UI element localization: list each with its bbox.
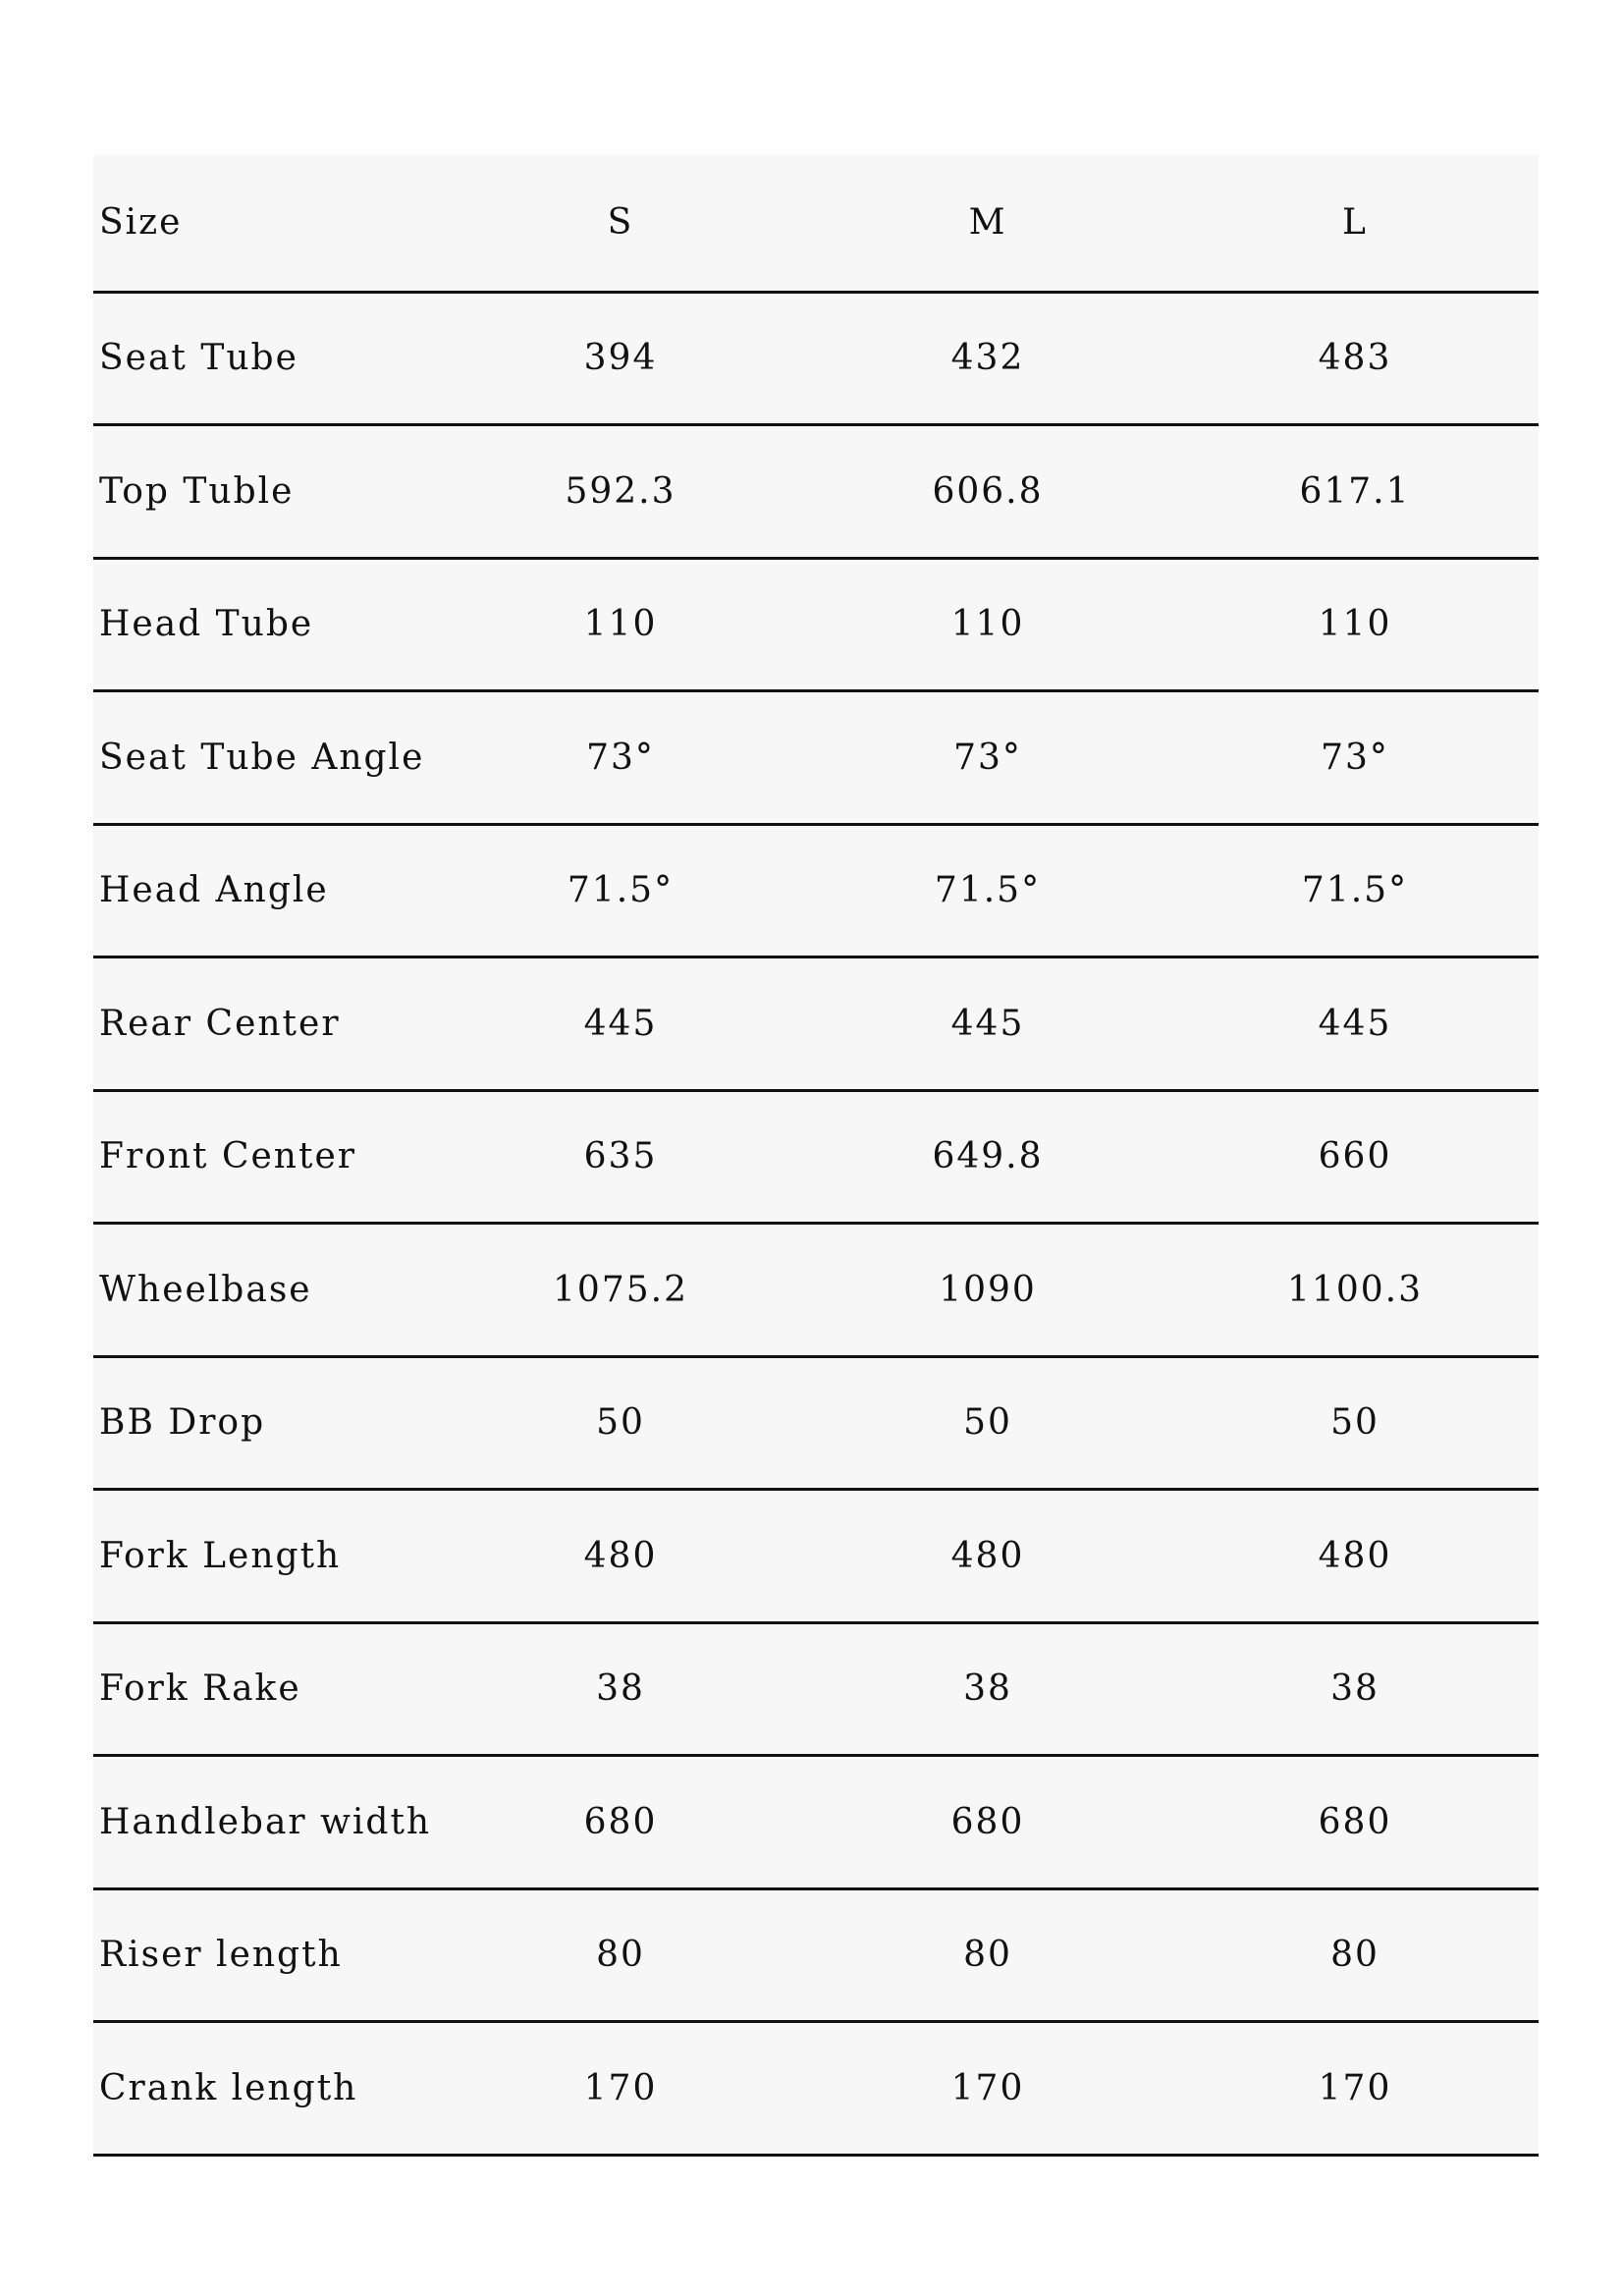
row-label: Head Angle bbox=[93, 824, 437, 957]
row-label: Seat Tube Angle bbox=[93, 691, 437, 825]
table-row bbox=[93, 425, 1539, 559]
cell-s: 38 bbox=[437, 1622, 804, 1756]
cell-s: 71.5° bbox=[437, 824, 804, 957]
cell-l: 50 bbox=[1171, 1356, 1539, 1490]
row-label: Wheelbase bbox=[93, 1224, 437, 1357]
cell-s: 592.3 bbox=[437, 425, 804, 559]
cell-s: 480 bbox=[437, 1490, 804, 1623]
cell-m: 606.8 bbox=[804, 425, 1171, 559]
header-size-m: M bbox=[804, 155, 1171, 292]
row-label: Fork Rake bbox=[93, 1622, 437, 1756]
cell-s: 170 bbox=[437, 2022, 804, 2156]
row-label: Fork Length bbox=[93, 1490, 437, 1623]
cell-l: 71.5° bbox=[1171, 824, 1539, 957]
cell-m: 649.8 bbox=[804, 1090, 1171, 1224]
geometry-table bbox=[93, 155, 1539, 2157]
cell-m: 680 bbox=[804, 1756, 1171, 1889]
cell-l: 170 bbox=[1171, 2022, 1539, 2156]
table-row bbox=[93, 2022, 1539, 2156]
table-row bbox=[93, 1224, 1539, 1357]
cell-m: 73° bbox=[804, 691, 1171, 825]
header-size-label: Size bbox=[93, 155, 437, 292]
cell-m: 445 bbox=[804, 957, 1171, 1091]
cell-m: 110 bbox=[804, 558, 1171, 691]
table-row bbox=[93, 957, 1539, 1091]
cell-m: 71.5° bbox=[804, 824, 1171, 957]
cell-s: 50 bbox=[437, 1356, 804, 1490]
row-label: BB Drop bbox=[93, 1356, 437, 1490]
row-label: Handlebar width bbox=[93, 1756, 437, 1889]
cell-m: 80 bbox=[804, 1888, 1171, 2022]
cell-l: 483 bbox=[1171, 292, 1539, 425]
row-label: Front Center bbox=[93, 1090, 437, 1224]
cell-s: 445 bbox=[437, 957, 804, 1091]
header-size-l: L bbox=[1171, 155, 1539, 292]
cell-l: 73° bbox=[1171, 691, 1539, 825]
cell-l: 680 bbox=[1171, 1756, 1539, 1889]
table-row bbox=[93, 558, 1539, 691]
cell-s: 635 bbox=[437, 1090, 804, 1224]
cell-l: 38 bbox=[1171, 1622, 1539, 1756]
header-row bbox=[93, 155, 1539, 292]
cell-m: 1090 bbox=[804, 1224, 1171, 1357]
row-label: Crank length bbox=[93, 2022, 437, 2156]
cell-s: 80 bbox=[437, 1888, 804, 2022]
row-label: Top Tuble bbox=[93, 425, 437, 559]
row-label: Head Tube bbox=[93, 558, 437, 691]
cell-m: 170 bbox=[804, 2022, 1171, 2156]
cell-l: 1100.3 bbox=[1171, 1224, 1539, 1357]
table-row bbox=[93, 1888, 1539, 2022]
cell-m: 50 bbox=[804, 1356, 1171, 1490]
cell-s: 110 bbox=[437, 558, 804, 691]
cell-s: 394 bbox=[437, 292, 804, 425]
table-row bbox=[93, 824, 1539, 957]
cell-l: 80 bbox=[1171, 1888, 1539, 2022]
header-size-s: S bbox=[437, 155, 804, 292]
cell-l: 445 bbox=[1171, 957, 1539, 1091]
cell-s: 73° bbox=[437, 691, 804, 825]
cell-l: 617.1 bbox=[1171, 425, 1539, 559]
cell-s: 680 bbox=[437, 1756, 804, 1889]
table-row bbox=[93, 292, 1539, 425]
cell-l: 660 bbox=[1171, 1090, 1539, 1224]
table-row bbox=[93, 1090, 1539, 1224]
cell-l: 480 bbox=[1171, 1490, 1539, 1623]
row-label: Riser length bbox=[93, 1888, 437, 2022]
row-label: Rear Center bbox=[93, 957, 437, 1091]
table-row bbox=[93, 1356, 1539, 1490]
cell-m: 480 bbox=[804, 1490, 1171, 1623]
table-row bbox=[93, 691, 1539, 825]
row-label: Seat Tube bbox=[93, 292, 437, 425]
table-row bbox=[93, 1490, 1539, 1623]
table-row bbox=[93, 1622, 1539, 1756]
cell-m: 432 bbox=[804, 292, 1171, 425]
table-row bbox=[93, 1756, 1539, 1889]
cell-l: 110 bbox=[1171, 558, 1539, 691]
cell-m: 38 bbox=[804, 1622, 1171, 1756]
cell-s: 1075.2 bbox=[437, 1224, 804, 1357]
